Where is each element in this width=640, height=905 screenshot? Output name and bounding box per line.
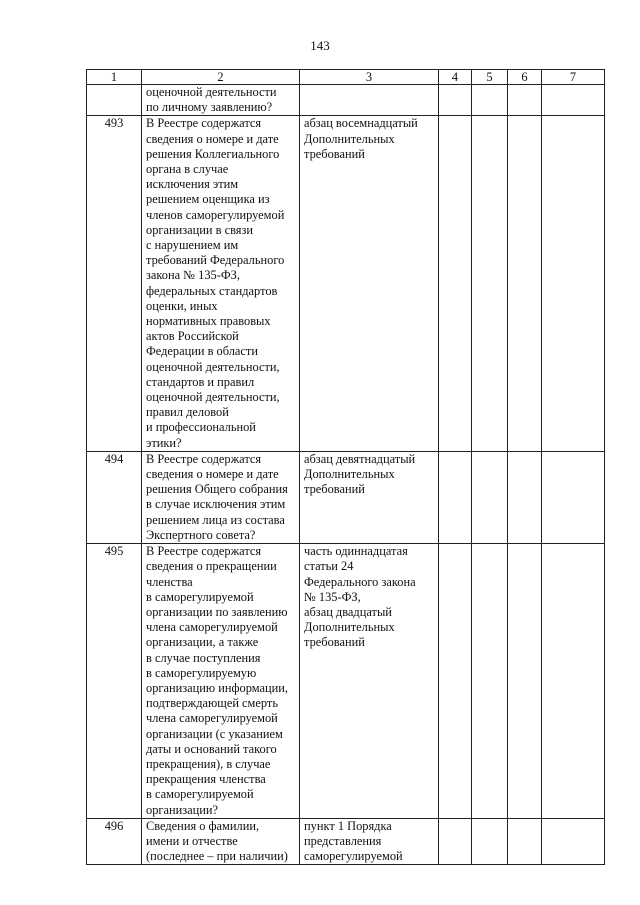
- empty-cell: [508, 818, 542, 865]
- reference-cell: абзац восемнадцатый Дополнительных требований: [300, 116, 439, 451]
- question-cell: В Реестре содержатся сведения о прекращении членства в саморегулируемой организации по заявлению члена саморегулируемой организации, а также в случае поступления в саморегулируемую организацию информации, подтверждающей смерть члена саморегулируемой организации (с указанием даты и оснований такого прекращения), в случае прекращения членства в саморегулируемой организации?: [142, 544, 300, 819]
- empty-cell: [472, 451, 508, 543]
- column-header: 3: [300, 70, 439, 85]
- table-row: [87, 451, 605, 543]
- empty-cell: [542, 85, 605, 116]
- empty-cell: [472, 116, 508, 451]
- empty-cell: [508, 116, 542, 451]
- empty-cell: [472, 544, 508, 819]
- question-cell: В Реестре содержатся сведения о номере и дате решения Общего собрания в случае исключения этим решением лица из состава Экспертного совета?: [142, 451, 300, 543]
- page-number: 143: [310, 38, 330, 53]
- empty-cell: [439, 116, 472, 451]
- empty-cell: [508, 544, 542, 819]
- empty-cell: [508, 85, 542, 116]
- empty-cell: [439, 451, 472, 543]
- question-cell: Сведения о фамилии, имени и отчестве (последнее – при наличии): [142, 818, 300, 865]
- empty-cell: [472, 818, 508, 865]
- empty-cell: [472, 85, 508, 116]
- row-number: 493: [87, 116, 142, 451]
- table-row: [87, 818, 605, 865]
- row-number: 494: [87, 451, 142, 543]
- question-cell: В Реестре содержатся сведения о номере и дате решения Коллегиального органа в случае исключения этим решением оценщика из членов саморегулируемой организации в связи с нарушением им требований Федерального закона № 135-ФЗ, федеральных стандартов оценки, иных нормативных правовых актов Российской Федерации в области оценочной деятельности, стандартов и правил оценочной деятельности, правил деловой и профессиональной этики?: [142, 116, 300, 451]
- row-number: 495: [87, 544, 142, 819]
- column-header: 7: [542, 70, 605, 85]
- table-row: [87, 544, 605, 819]
- question-cell: оценочной деятельности по личному заявлению?: [142, 85, 300, 116]
- empty-cell: [439, 85, 472, 116]
- reference-cell: часть одиннадцатая статьи 24 Федерального закона № 135-ФЗ, абзац двадцатый Дополнительных требований: [300, 544, 439, 819]
- empty-cell: [542, 818, 605, 865]
- empty-cell: [542, 544, 605, 819]
- reference-cell: [300, 85, 439, 116]
- table-header-row: [87, 70, 605, 85]
- reference-cell: пункт 1 Порядка представления саморегулируемой: [300, 818, 439, 865]
- row-number: [87, 85, 142, 116]
- empty-cell: [508, 451, 542, 543]
- column-header: 5: [472, 70, 508, 85]
- column-header: 6: [508, 70, 542, 85]
- empty-cell: [439, 544, 472, 819]
- column-header: 2: [142, 70, 300, 85]
- empty-cell: [542, 451, 605, 543]
- column-header: 1: [87, 70, 142, 85]
- empty-cell: [439, 818, 472, 865]
- table-row: [87, 85, 605, 116]
- table-row: [87, 116, 605, 451]
- row-number: 496: [87, 818, 142, 865]
- column-header: 4: [439, 70, 472, 85]
- empty-cell: [542, 116, 605, 451]
- reference-cell: абзац девятнадцатый Дополнительных требований: [300, 451, 439, 543]
- register-table: [86, 69, 605, 865]
